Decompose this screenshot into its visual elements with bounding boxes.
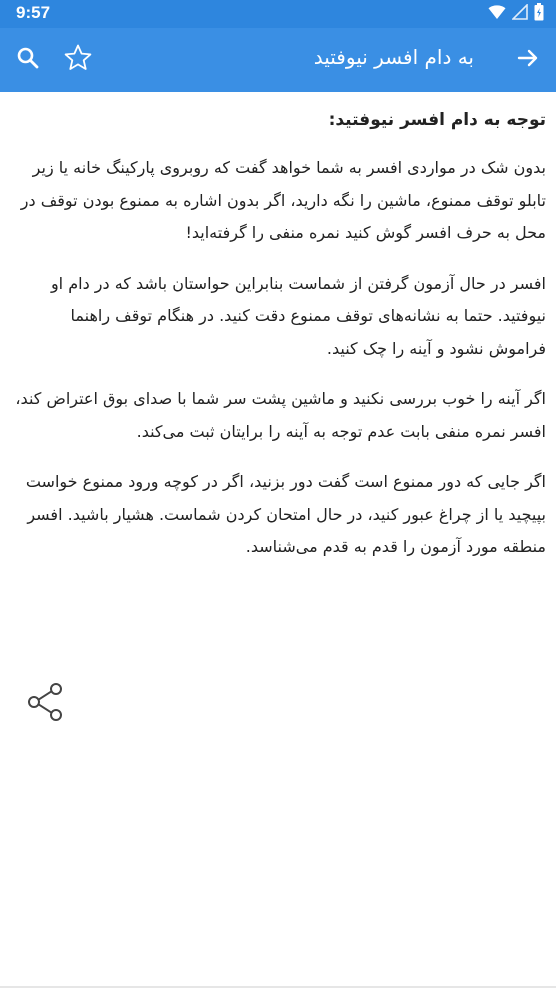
back-button[interactable]: [508, 40, 548, 80]
article-paragraph-1: بدون شک در مواردی افسر به شما خواهد گفت که روبروی پارکینگ خانه یا زیر تابلو توقف ممنوع، ماشین را نگه دارید، اگر بدون اشاره به ممنوع بودن توقف در محل به حرف افسر گوش کنید نمره منفی را گرفته‌اید!: [20, 158, 546, 242]
wifi-icon: [488, 4, 506, 24]
status-icons: [488, 5, 544, 23]
article-paragraph-2: افسر در حال آزمون گرفتن از شماست بنابراین حواستان باشد که در دام او نیوفتید. حتما به نشانه‌های توقف ممنوع دقت کنید. در هنگام توقف راهنما فراموش نشود و آینه را چک کنید.: [50, 273, 546, 358]
status-bar: [0, 0, 556, 28]
back-arrow-icon: [516, 46, 540, 74]
star-outline-icon: [63, 43, 93, 77]
share-icon: [26, 682, 66, 726]
search-icon: [16, 46, 40, 74]
article-paragraph-3: اگر آینه را خوب بررسی نکنید و ماشین پشت سر شما با صدای بوق اعتراض کند، افسر نمره منفی بابت عدم توجه به آینه را برایتان ثبت می‌کند.: [15, 389, 546, 441]
article-paragraph-4: اگر جایی که دور ممنوع است گفت دور بزنید، اگر در کوچه ورود ممنوع خواست بپیچید یا از چراغ عبور کنید، در حال امتحان کردن شماست. هشیار باشید. افسر منطقه مورد آزمون را قدم به قدم می‌شناسد.: [25, 472, 546, 556]
favorite-button[interactable]: [58, 40, 98, 80]
article-content: [0, 92, 556, 564]
app-bar: [0, 28, 556, 92]
search-button[interactable]: [8, 40, 48, 80]
battery-icon: [534, 3, 544, 25]
share-button[interactable]: [24, 682, 68, 726]
page-title: به دام افسر نیوفتید: [313, 45, 474, 69]
signal-icon: [512, 4, 528, 24]
article-heading: توجه به دام افسر نیوفتید:: [328, 110, 546, 130]
status-time: 9:57: [16, 3, 51, 22]
